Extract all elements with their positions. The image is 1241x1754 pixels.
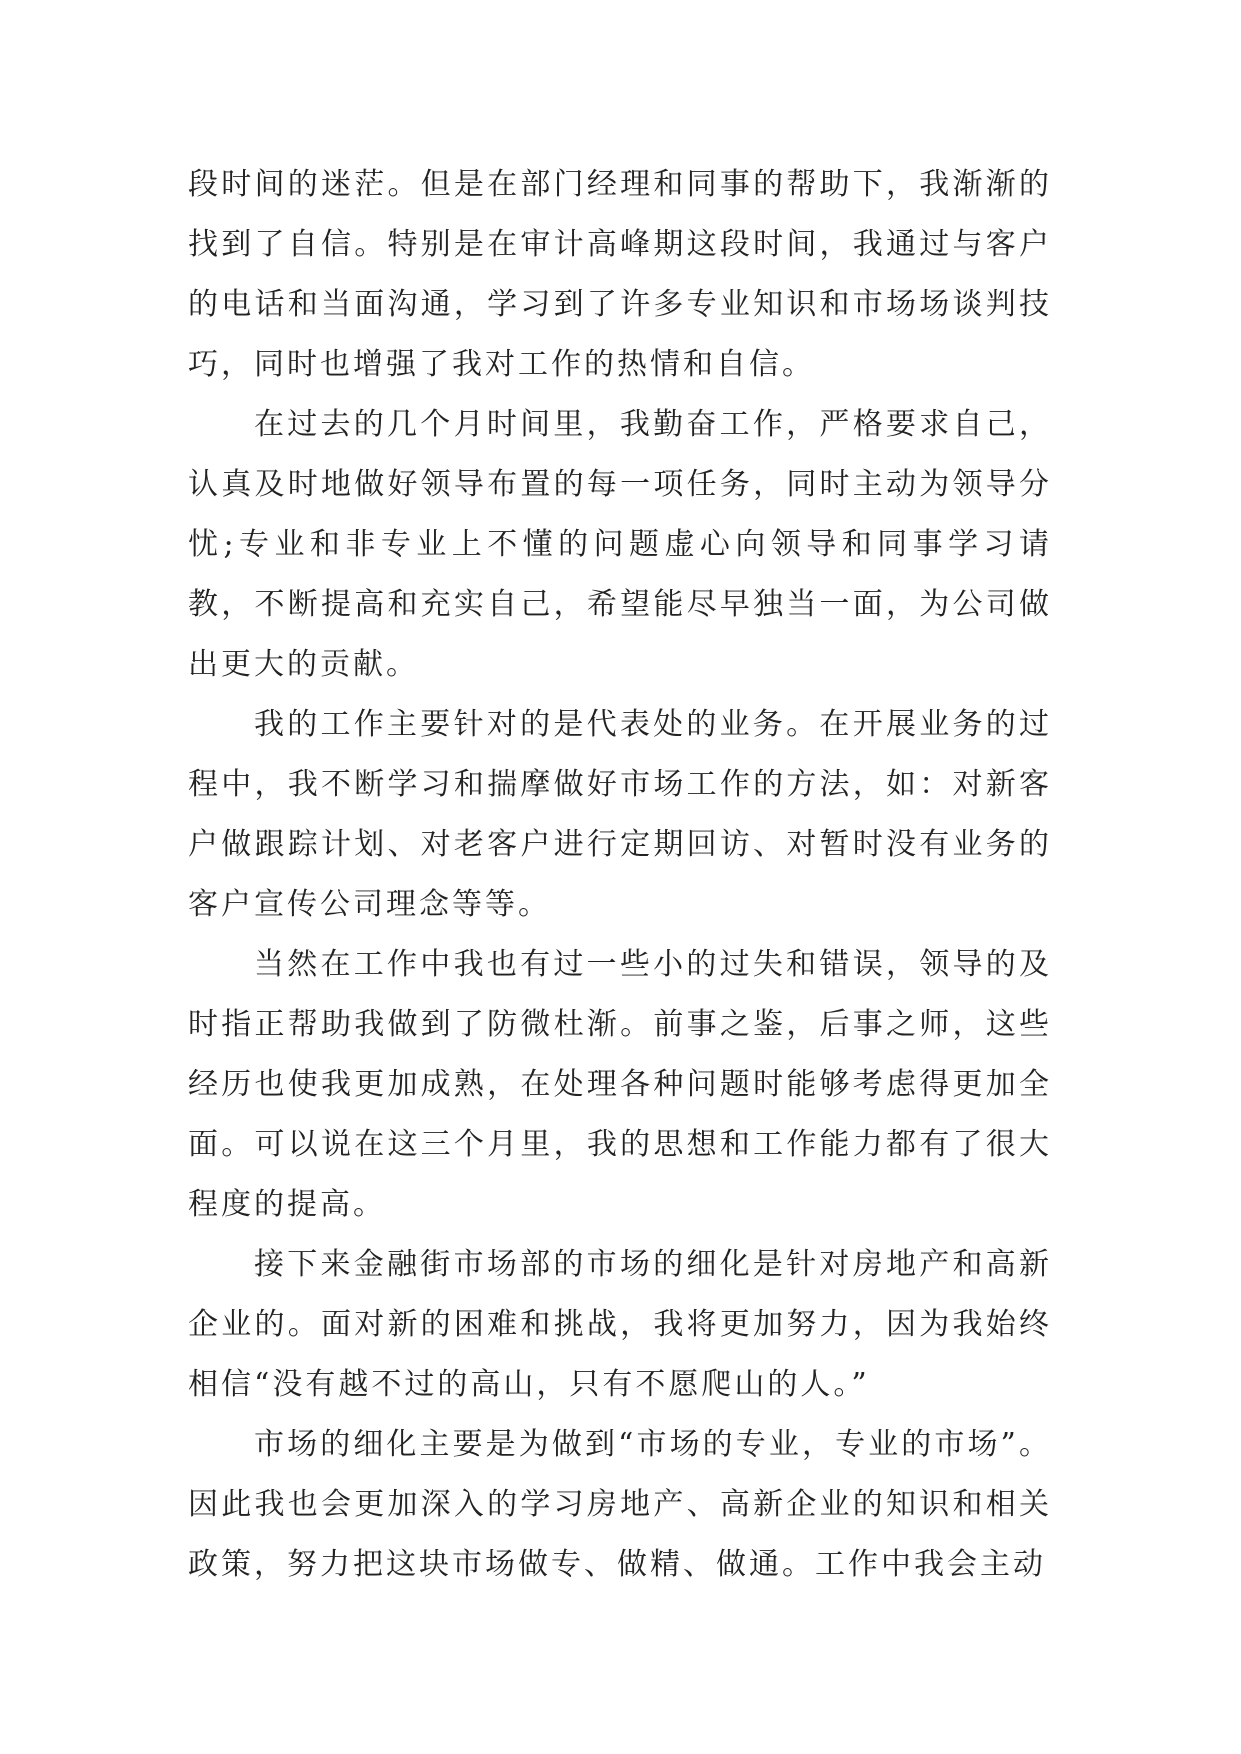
paragraph-1: 段时间的迷茫。但是在部门经理和同事的帮助下，我渐渐的找到了自信。特别是在审计高峰期这段时间，我通过与客户的电话和当面沟通，学习到了许多专业知识和市场场谈判技巧，同时也增强了我对工作的热情和自信。 — [188, 167, 1052, 382]
paragraph-6: 市场的细化主要是为做到“市场的专业，专业的市场”。因此我也会更加深入的学习房地产、高新企业的知识和相关政策，努力把这块市场做专、做精、做通。工作中我会主动 — [188, 1427, 1052, 1582]
paragraph-5: 接下来金融街市场部的市场的细化是针对房地产和高新企业的。面对新的困难和挑战，我将更加努力，因为我始终相信“没有越不过的高山，只有不愿爬山的人。” — [188, 1247, 1052, 1402]
paragraph-2: 在过去的几个月时间里，我勤奋工作，严格要求自己，认真及时地做好领导布置的每一项任务，同时主动为领导分忧;专业和非专业上不懂的问题虚心向领导和同事学习请教，不断提高和充实自己，希望能尽早独当一面，为公司做出更大的贡献。 — [188, 407, 1052, 682]
paragraph-4: 当然在工作中我也有过一些小的过失和错误，领导的及时指正帮助我做到了防微杜渐。前事之鉴，后事之师，这些经历也使我更加成熟，在处理各种问题时能够考虑得更加全面。可以说在这三个月里，我的思想和工作能力都有了很大程度的提高。 — [188, 947, 1052, 1222]
paragraph-3: 我的工作主要针对的是代表处的业务。在开展业务的过程中，我不断学习和揣摩做好市场工作的方法，如：对新客户做跟踪计划、对老客户进行定期回访、对暂时没有业务的客户宣传公司理念等等。 — [188, 707, 1052, 922]
document-body — [188, 155, 1052, 1595]
